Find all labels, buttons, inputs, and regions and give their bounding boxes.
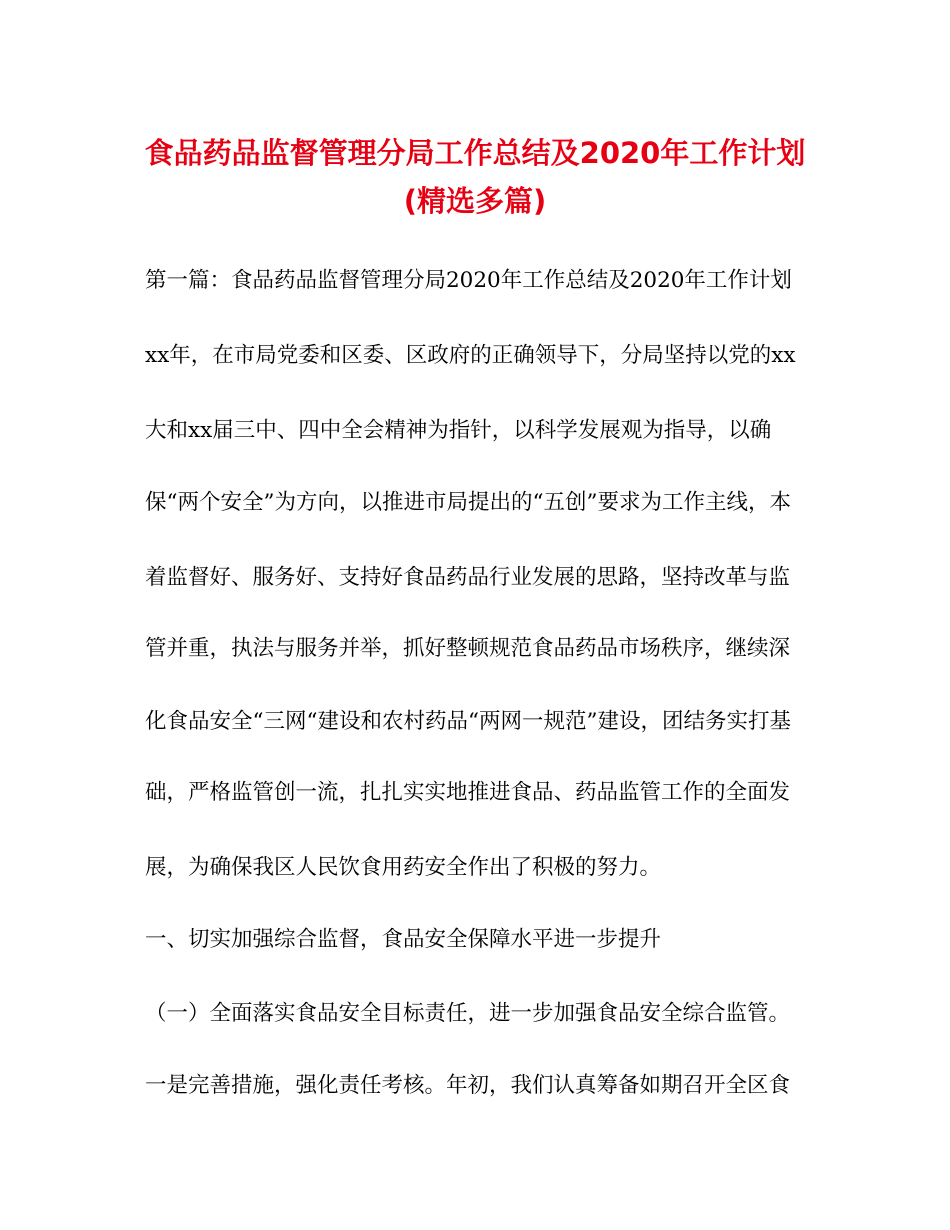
document-title-line-2: (精选多篇) xyxy=(403,184,547,218)
body-line-8: 础，严格监管创一流，扎扎实实地推进食品、药品监管工作的全面发 xyxy=(145,780,791,805)
body-line-6: 管并重，执法与服务并举，抓好整顿规范食品药品市场秩序，继续深 xyxy=(145,636,791,661)
body-line-12: 一是完善措施，强化责任考核。年初，我们认真筹备如期召开全区食 xyxy=(145,1073,791,1098)
body-line-3: 大和xx届三中、四中全会精神为指针，以科学发展观为指导，以确 xyxy=(145,418,772,443)
body-line-5: 着监督好、服务好、支持好食品药品行业发展的思路，坚持改革与监 xyxy=(145,565,791,590)
document-title-line-1: 食品药品监督管理分局工作总结及2020年工作计划 xyxy=(144,136,806,170)
body-line-9: 展，为确保我区人民饮食用药安全作出了积极的努力。 xyxy=(145,855,662,880)
body-line-4: 保“两个安全”为方向，以推进市局提出的“五创”要求为工作主线，本 xyxy=(145,490,791,515)
body-line-2: xx年，在市局党委和区委、区政府的正确领导下，分局坚持以党的xx xyxy=(145,343,796,368)
body-line-7: 化食品安全“三网“建设和农村药品“两网一规范”建设，团结务实打基 xyxy=(145,709,791,734)
section-heading-1: 一、切实加强综合监督，食品安全保障水平进一步提升 xyxy=(145,927,662,952)
subsection-heading-1: （一）全面落实食品安全目标责任，进一步加强食品安全综合监管。 xyxy=(145,1001,791,1026)
body-line-1: 第一篇：食品药品监督管理分局2020年工作总结及2020年工作计划 xyxy=(145,268,792,293)
